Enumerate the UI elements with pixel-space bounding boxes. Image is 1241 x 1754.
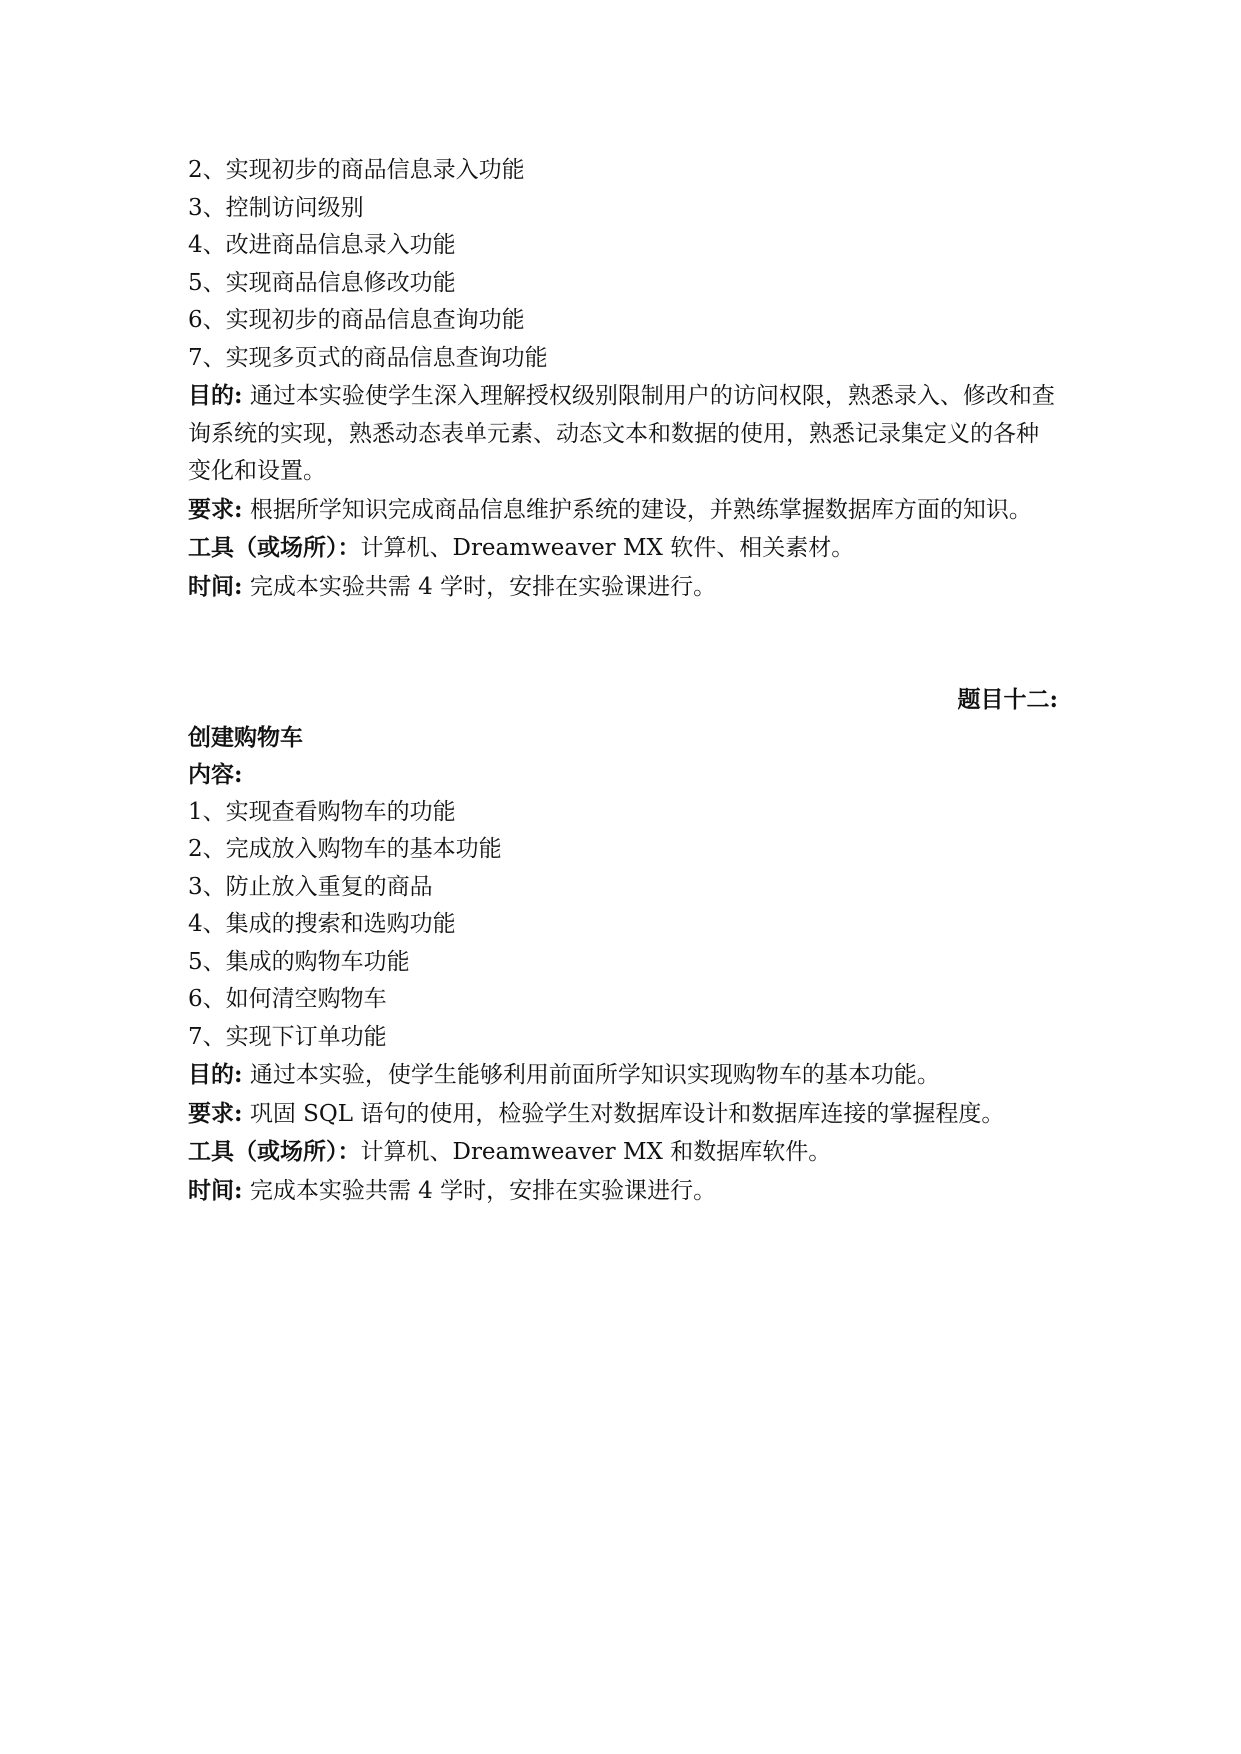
section-2	[188, 681, 1058, 1210]
tools-text: 计算机、Dreamweaver MX 软件、相关素材。	[360, 535, 855, 561]
requirement-paragraph	[188, 491, 1058, 530]
list-item: 5、实现商品信息修改功能	[188, 269, 456, 296]
purpose-text: 通过本实验使学生深入理解授权级别限制用户的访问权限，熟悉录入、修改和查询系统的实现，熟悉动态表单元素、动态文本和数据的使用，熟悉记录集定义的各种变化和设置。	[188, 383, 1055, 484]
list-item: 4、集成的搜索和选购功能	[188, 911, 456, 937]
list-item: 2、实现初步的商品信息录入功能	[188, 157, 525, 183]
content-label: 内容:	[188, 761, 243, 788]
section-gap	[188, 606, 1058, 681]
purpose-paragraph	[188, 377, 1058, 491]
purpose-label: 目的:	[188, 1061, 243, 1088]
tools-paragraph	[188, 1133, 1058, 1172]
requirement-paragraph	[188, 1095, 1058, 1134]
list-item: 7、实现下订单功能	[188, 1023, 387, 1050]
list-item: 2、完成放入购物车的基本功能	[188, 836, 502, 862]
time-paragraph	[188, 1172, 1058, 1211]
section-1	[188, 152, 1058, 606]
document-page	[188, 152, 1058, 1210]
tools-paragraph	[188, 529, 1058, 568]
time-text: 完成本实验共需 4 学时，安排在实验课进行。	[249, 1177, 717, 1204]
time-paragraph	[188, 568, 1058, 607]
requirement-label: 要求:	[188, 1099, 243, 1127]
list-item: 5、集成的购物车功能	[188, 948, 410, 975]
list-item: 4、改进商品信息录入功能	[188, 232, 456, 258]
requirement-text: 巩固 SQL 语句的使用，检验学生对数据库设计和数据库连接的掌握程度。	[249, 1100, 1005, 1127]
list-item: 7、实现多页式的商品信息查询功能	[188, 344, 548, 371]
list-item: 3、控制访问级别	[188, 194, 364, 221]
list-item: 6、实现初步的商品信息查询功能	[188, 307, 525, 333]
tools-text: 计算机、Dreamweaver MX 和数据库软件。	[360, 1139, 832, 1165]
requirement-label: 要求:	[188, 495, 243, 523]
time-label: 时间:	[188, 572, 243, 600]
time-label: 时间:	[188, 1176, 243, 1204]
topic-number: 题目十二:	[957, 686, 1058, 713]
purpose-text: 通过本实验，使学生能够利用前面所学知识实现购物车的基本功能。	[249, 1062, 940, 1088]
requirement-text: 根据所学知识完成商品信息维护系统的建设，并熟练掌握数据库方面的知识。	[249, 496, 1032, 523]
list-item: 1、实现查看购物车的功能	[188, 798, 456, 825]
time-text: 完成本实验共需 4 学时，安排在实验课进行。	[249, 573, 717, 600]
tools-label: 工具（或场所）：	[188, 1138, 361, 1165]
purpose-paragraph	[188, 1056, 1058, 1095]
list-item: 6、如何清空购物车	[188, 986, 387, 1012]
tools-label: 工具（或场所）：	[188, 534, 361, 561]
list-item: 3、防止放入重复的商品	[188, 873, 433, 900]
topic-title: 创建购物车	[188, 723, 303, 751]
purpose-label: 目的:	[188, 382, 243, 409]
